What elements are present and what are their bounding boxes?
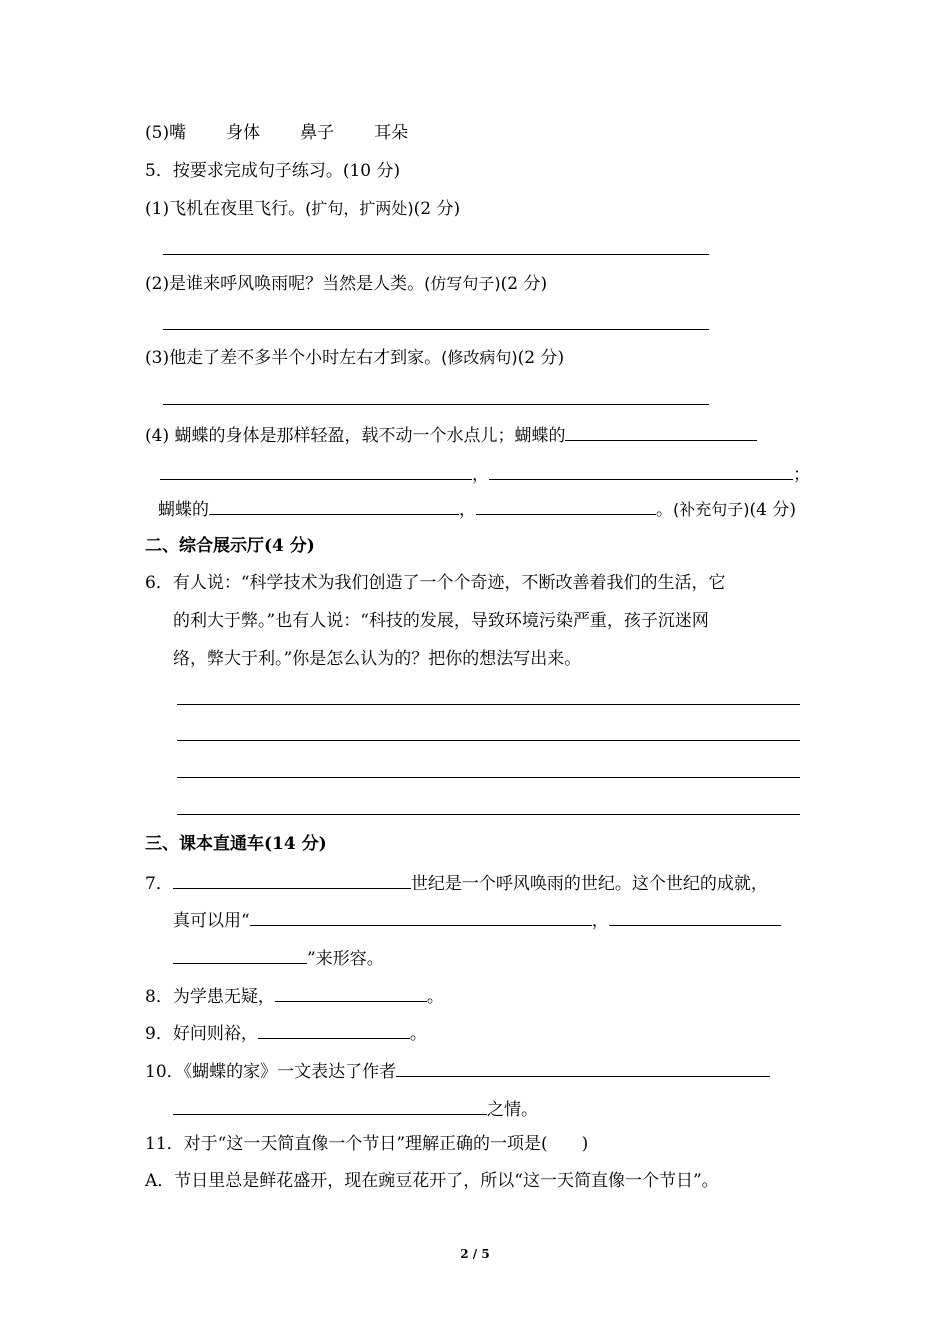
word: 身体 <box>226 123 261 143</box>
q6-line1: 6．有人说：“科学技术为我们创造了一个个奇迹，不断改善着我们的生活，它 <box>145 573 726 593</box>
q11-stem: 11．对于“这一天简直像一个节日”理解正确的一项是( ) <box>145 1134 589 1154</box>
section-3-title: 三、课本直通车(14 分) <box>145 834 327 854</box>
sentence-text: (4) 蝴蝶的身体是那样轻盈，载不动一个水点儿；蝴蝶的 <box>145 426 566 446</box>
fill-blank[interactable] <box>565 422 757 441</box>
answer-line[interactable] <box>163 254 709 255</box>
score: (2 分) <box>517 348 565 368</box>
question-text: 9．好问则裕， <box>145 1024 258 1044</box>
sentence-text: (1)飞机在夜里飞行。 <box>145 199 306 219</box>
q5-sentence-4-line3 <box>158 496 810 522</box>
answer-line[interactable] <box>163 404 709 405</box>
q5-title: 5．按要求完成句子练习。(10 分) <box>145 161 401 181</box>
q7-line2 <box>173 907 810 933</box>
score: (4 分) <box>749 500 796 520</box>
q5-sentence-1 <box>145 197 810 221</box>
instruction-hint: (扩句，扩两处) <box>305 199 414 218</box>
question-text: 8．为学患无疑， <box>145 987 275 1007</box>
punct: 。 <box>409 1024 427 1044</box>
punct: 。 <box>656 500 673 520</box>
question-text: 10．《蝴蝶的家》一文表达了作者 <box>145 1062 397 1082</box>
score: (2 分) <box>413 199 461 219</box>
item-number: (5) <box>145 123 170 143</box>
instruction-hint: (仿写句子) <box>424 274 501 293</box>
answer-line[interactable] <box>177 740 800 741</box>
fill-blank[interactable] <box>173 945 307 964</box>
fill-blank[interactable] <box>609 907 781 926</box>
q5-sentence-3 <box>145 346 810 370</box>
answer-line[interactable] <box>177 704 800 705</box>
sentence-text: (3)他走了差不多半个小时左右才到家。 <box>145 348 442 368</box>
fill-blank[interactable] <box>489 461 793 480</box>
fill-blank[interactable] <box>476 496 656 515</box>
instruction-hint: (修改病句) <box>441 348 518 367</box>
fill-blank[interactable] <box>160 461 472 480</box>
q9 <box>145 1020 810 1046</box>
page-number: 2 / 5 <box>460 1247 490 1261</box>
punct: ； <box>793 465 810 485</box>
q6-line2: 的利大于弊。”也有人说：“科技的发展，导致环境污染严重，孩子沉迷网 <box>173 611 709 631</box>
question-text: 世纪是一个呼风唤雨的世纪。这个世纪的成就， <box>410 874 768 894</box>
punct: ， <box>472 465 489 485</box>
answer-line[interactable] <box>163 329 709 330</box>
instruction-hint: (补充句子) <box>673 500 750 519</box>
q6-line3: 络，弊大于利。”你是怎么认为的？把你的想法写出来。 <box>173 649 582 669</box>
fill-blank[interactable] <box>250 907 592 926</box>
q7-line1 <box>145 870 810 896</box>
q4-item5 <box>145 121 810 145</box>
word: 嘴 <box>169 123 187 143</box>
word: 耳朵 <box>374 123 409 143</box>
answer-line[interactable] <box>177 814 800 815</box>
q8 <box>145 983 810 1009</box>
punct: ， <box>591 911 609 931</box>
question-text: ”来形容。 <box>307 949 384 969</box>
question-text: 之情。 <box>487 1100 538 1120</box>
punct: ， <box>459 500 476 520</box>
score: (2 分) <box>500 274 548 294</box>
sentence-text: (2)是谁来呼风唤雨呢？当然是人类。 <box>145 274 425 294</box>
fill-blank[interactable] <box>396 1058 770 1077</box>
q5-sentence-4-line2 <box>160 461 810 487</box>
q5-sentence-4-line1 <box>145 422 810 448</box>
punct: 。 <box>426 987 444 1007</box>
fill-blank[interactable] <box>173 870 411 889</box>
fill-blank[interactable] <box>209 496 459 515</box>
answer-line[interactable] <box>177 777 800 778</box>
q10-line2 <box>173 1096 810 1122</box>
fill-blank[interactable] <box>258 1020 410 1039</box>
question-text: 真可以用“ <box>173 911 250 931</box>
q11-option-a[interactable]: A．节日里总是鲜花盛开，现在豌豆花开了，所以“这一天简直像一个节日”。 <box>145 1171 719 1191</box>
q10-line1 <box>145 1058 810 1084</box>
word: 鼻子 <box>300 123 335 143</box>
fill-blank[interactable] <box>173 1096 487 1115</box>
section-2-title: 二、综合展示厅(4 分) <box>145 536 315 556</box>
q5-sentence-2 <box>145 272 810 296</box>
question-number: 7． <box>145 874 173 894</box>
fill-blank[interactable] <box>275 983 427 1002</box>
sentence-text: 蝴蝶的 <box>158 500 209 520</box>
q7-line3 <box>173 945 810 971</box>
